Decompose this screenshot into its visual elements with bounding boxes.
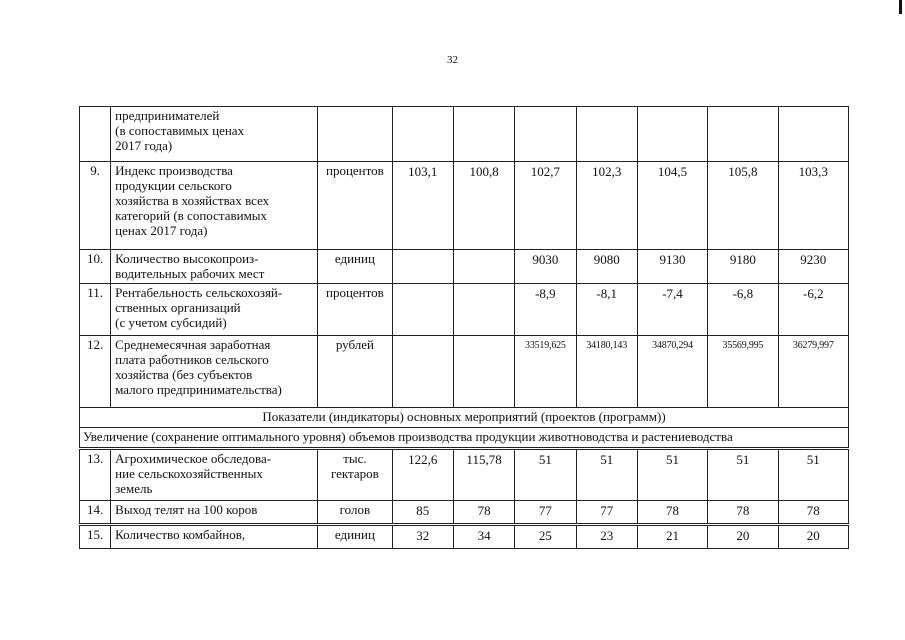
- value-cell: 9230: [778, 250, 848, 284]
- row-number: [80, 107, 111, 162]
- value-cell: 78: [453, 501, 514, 525]
- table-row: [80, 162, 849, 250]
- value-cell: [515, 107, 576, 162]
- table-row: [80, 284, 849, 336]
- value-cell: 78: [637, 501, 707, 525]
- indicator-name: Индекс производства продукции сельского хозяйства в хозяйствах всех категорий (в сопоставимых ценах 2017 года): [111, 162, 318, 250]
- value-cell: [637, 107, 707, 162]
- table-row: [80, 107, 849, 162]
- value-cell: 78: [708, 501, 778, 525]
- value-cell: [453, 336, 514, 408]
- value-cell: 34: [453, 525, 514, 549]
- value-cell: 51: [637, 449, 707, 501]
- row-number: 14.: [80, 501, 111, 525]
- row-number: 11.: [80, 284, 111, 336]
- indicator-name: предпринимателей (в сопоставимых ценах 2017 года): [111, 107, 318, 162]
- unit-cell: единиц: [318, 250, 392, 284]
- unit-cell: процентов: [318, 162, 392, 250]
- table-row: [80, 250, 849, 284]
- value-cell: [392, 284, 453, 336]
- value-cell: 33519,625: [515, 336, 576, 408]
- value-cell: 104,5: [637, 162, 707, 250]
- unit-cell: рублей: [318, 336, 392, 408]
- row-number: 12.: [80, 336, 111, 408]
- table-row: [80, 449, 849, 501]
- value-cell: 36279,997: [778, 336, 848, 408]
- value-cell: 77: [576, 501, 637, 525]
- value-cell: 9080: [576, 250, 637, 284]
- value-cell: [576, 107, 637, 162]
- subsection-header-row: [80, 428, 849, 449]
- page-number: 32: [447, 54, 458, 66]
- row-number: 15.: [80, 525, 111, 549]
- value-cell: 21: [637, 525, 707, 549]
- value-cell: 9030: [515, 250, 576, 284]
- indicator-name: Выход телят на 100 коров: [111, 501, 318, 525]
- row-number: 9.: [80, 162, 111, 250]
- table-row: [80, 525, 849, 549]
- value-cell: 20: [778, 525, 848, 549]
- value-cell: 115,78: [453, 449, 514, 501]
- indicator-name: Среднемесячная заработная плата работников сельского хозяйства (без субъектов малого предпринимательства): [111, 336, 318, 408]
- section-header: Показатели (индикаторы) основных мероприятий (проектов (программ)): [80, 408, 849, 428]
- unit-cell: единиц: [318, 525, 392, 549]
- value-cell: -8,1: [576, 284, 637, 336]
- value-cell: -6,2: [778, 284, 848, 336]
- indicator-name: Количество высокопроиз- водительных рабочих мест: [111, 250, 318, 284]
- value-cell: -7,4: [637, 284, 707, 336]
- value-cell: 20: [708, 525, 778, 549]
- value-cell: [453, 107, 514, 162]
- value-cell: 25: [515, 525, 576, 549]
- value-cell: -6,8: [708, 284, 778, 336]
- unit-cell: процентов: [318, 284, 392, 336]
- value-cell: 9130: [637, 250, 707, 284]
- subsection-header: Увеличение (сохранение оптимального уровня) объемов производства продукции животноводства и растениеводства: [80, 428, 849, 449]
- value-cell: 32: [392, 525, 453, 549]
- value-cell: 23: [576, 525, 637, 549]
- value-cell: [392, 250, 453, 284]
- value-cell: 103,1: [392, 162, 453, 250]
- row-number: 10.: [80, 250, 111, 284]
- value-cell: 34870,294: [637, 336, 707, 408]
- value-cell: 51: [778, 449, 848, 501]
- value-cell: -8,9: [515, 284, 576, 336]
- value-cell: 122,6: [392, 449, 453, 501]
- value-cell: 51: [515, 449, 576, 501]
- section-header-row: [80, 408, 849, 428]
- value-cell: [392, 107, 453, 162]
- table-row: [80, 501, 849, 525]
- unit-cell: тыс. гектаров: [318, 449, 392, 501]
- indicator-name: Агрохимическое обследова- ние сельскохозяйственных земель: [111, 449, 318, 501]
- value-cell: 102,7: [515, 162, 576, 250]
- value-cell: 77: [515, 501, 576, 525]
- unit-cell: голов: [318, 501, 392, 525]
- indicators-table: [79, 106, 849, 549]
- value-cell: 34180,143: [576, 336, 637, 408]
- value-cell: 85: [392, 501, 453, 525]
- value-cell: 103,3: [778, 162, 848, 250]
- value-cell: [453, 250, 514, 284]
- scan-edge-mark: [899, 0, 902, 14]
- value-cell: 51: [708, 449, 778, 501]
- value-cell: 9180: [708, 250, 778, 284]
- row-number: 13.: [80, 449, 111, 501]
- indicator-name: Рентабельность сельскохозяй- ственных организаций (с учетом субсидий): [111, 284, 318, 336]
- value-cell: [453, 284, 514, 336]
- value-cell: 105,8: [708, 162, 778, 250]
- value-cell: 102,3: [576, 162, 637, 250]
- value-cell: [392, 336, 453, 408]
- indicator-name: Количество комбайнов,: [111, 525, 318, 549]
- value-cell: [778, 107, 848, 162]
- value-cell: 51: [576, 449, 637, 501]
- table-row: [80, 336, 849, 408]
- value-cell: 100,8: [453, 162, 514, 250]
- value-cell: 35569,995: [708, 336, 778, 408]
- value-cell: [708, 107, 778, 162]
- unit-cell: [318, 107, 392, 162]
- value-cell: 78: [778, 501, 848, 525]
